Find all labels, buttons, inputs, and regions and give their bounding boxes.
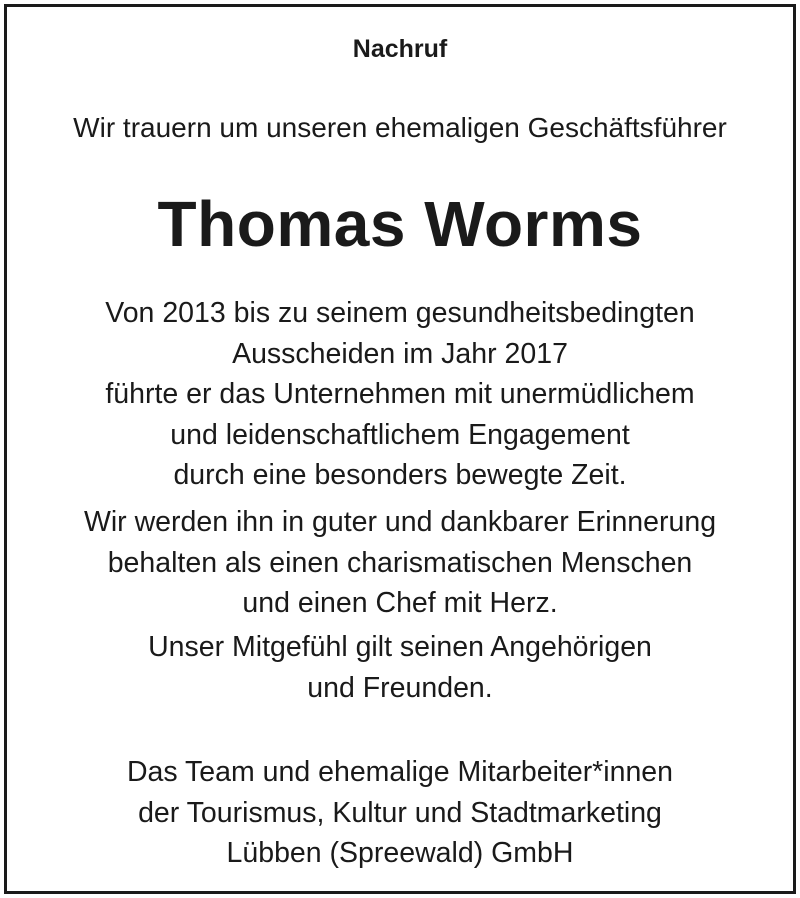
signature-line: Lübben (Spreewald) GmbH [226,837,574,869]
paragraph-line: Von 2013 bis zu seinem gesundheitsbedingten [105,297,695,329]
paragraph-line: und einen Chef mit Herz. [242,587,558,619]
signature-line: der Tourismus, Kultur und Stadtmarketing [138,796,662,829]
signature-line: Das Team und ehemalige Mitarbeiter*innen [126,756,674,788]
condolence-paragraph [0,627,800,708]
paragraph-line: durch eine besonders bewegte Zeit. [173,459,627,491]
paragraph-line: führte er das Unternehmen mit unermüdlichem [105,378,695,410]
paragraph-line: behalten als einen charismatischen Menschen [107,546,693,579]
remembrance-paragraph [0,502,800,624]
paragraph-line: Wir werden ihn in guter und dankbarer Erinnerung [83,506,717,538]
paragraph-line: und leidenschaftlichem Engagement [170,418,630,451]
biography-paragraph [0,293,800,496]
paragraph-line: Unser Mitgefühl gilt seinen Angehörigen [148,631,652,663]
deceased-name: Thomas Worms [157,188,643,260]
notice-intro: Wir trauern um unseren ehemaligen Geschäftsführer [73,112,727,143]
signature-block [0,752,800,874]
notice-kicker: Nachruf [352,35,448,63]
paragraph-line: Ausscheiden im Jahr 2017 [232,337,568,370]
paragraph-line: und Freunden. [307,671,493,704]
